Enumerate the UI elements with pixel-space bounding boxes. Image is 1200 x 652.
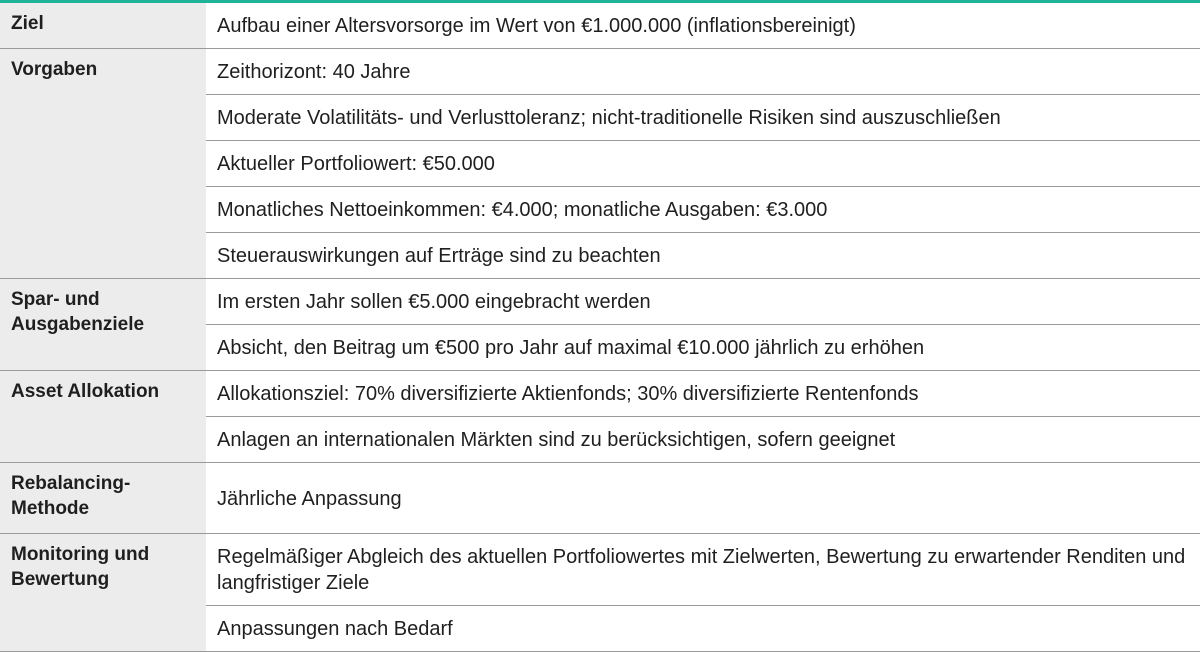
- table-cell: Regelmäßiger Abgleich des aktuellen Portfoliowertes mit Zielwerten, Bewertung zu erwartender Renditen und langfristiger Ziele: [206, 534, 1200, 606]
- table-cell: Anlagen an internationalen Märkten sind zu berücksichtigen, sofern geeignet: [206, 417, 1200, 463]
- table-row: [0, 534, 1200, 606]
- table-cell: Steuerauswirkungen auf Erträge sind zu beachten: [206, 233, 1200, 279]
- row-label-ziel: Ziel: [0, 3, 206, 49]
- table-cell: Jährliche Anpassung: [206, 463, 1200, 534]
- table-row: [0, 49, 1200, 95]
- row-label-vorgaben: Vorgaben: [0, 49, 206, 279]
- table-cell: Aufbau einer Altersvorsorge im Wert von €1.000.000 (inflationsbereinigt): [206, 3, 1200, 49]
- investment-policy-table: [0, 3, 1200, 652]
- table-cell: Aktueller Portfoliowert: €50.000: [206, 141, 1200, 187]
- table-cell: Anpassungen nach Bedarf: [206, 606, 1200, 652]
- table-cell: Absicht, den Beitrag um €500 pro Jahr auf maximal €10.000 jährlich zu erhöhen: [206, 325, 1200, 371]
- table-row: [0, 3, 1200, 49]
- row-label-asset-allokation: Asset Allokation: [0, 371, 206, 463]
- table-cell: Monatliches Nettoeinkommen: €4.000; monatliche Ausgaben: €3.000: [206, 187, 1200, 233]
- table-row: [0, 371, 1200, 417]
- row-label-spar-und-ausgabenziele: Spar- und Ausgabenziele: [0, 279, 206, 371]
- table-cell: Allokationsziel: 70% diversifizierte Aktienfonds; 30% diversifizierte Rentenfonds: [206, 371, 1200, 417]
- row-label-rebalancing-methode: Rebalancing-Methode: [0, 463, 206, 534]
- table-cell: Moderate Volatilitäts- und Verlusttoleranz; nicht-traditionelle Risiken sind auszuschließen: [206, 95, 1200, 141]
- table-row: [0, 463, 1200, 534]
- table-row: [0, 279, 1200, 325]
- table-cell: Im ersten Jahr sollen €5.000 eingebracht werden: [206, 279, 1200, 325]
- table-cell: Zeithorizont: 40 Jahre: [206, 49, 1200, 95]
- row-label-monitoring-und-bewertung: Monitoring und Bewertung: [0, 534, 206, 652]
